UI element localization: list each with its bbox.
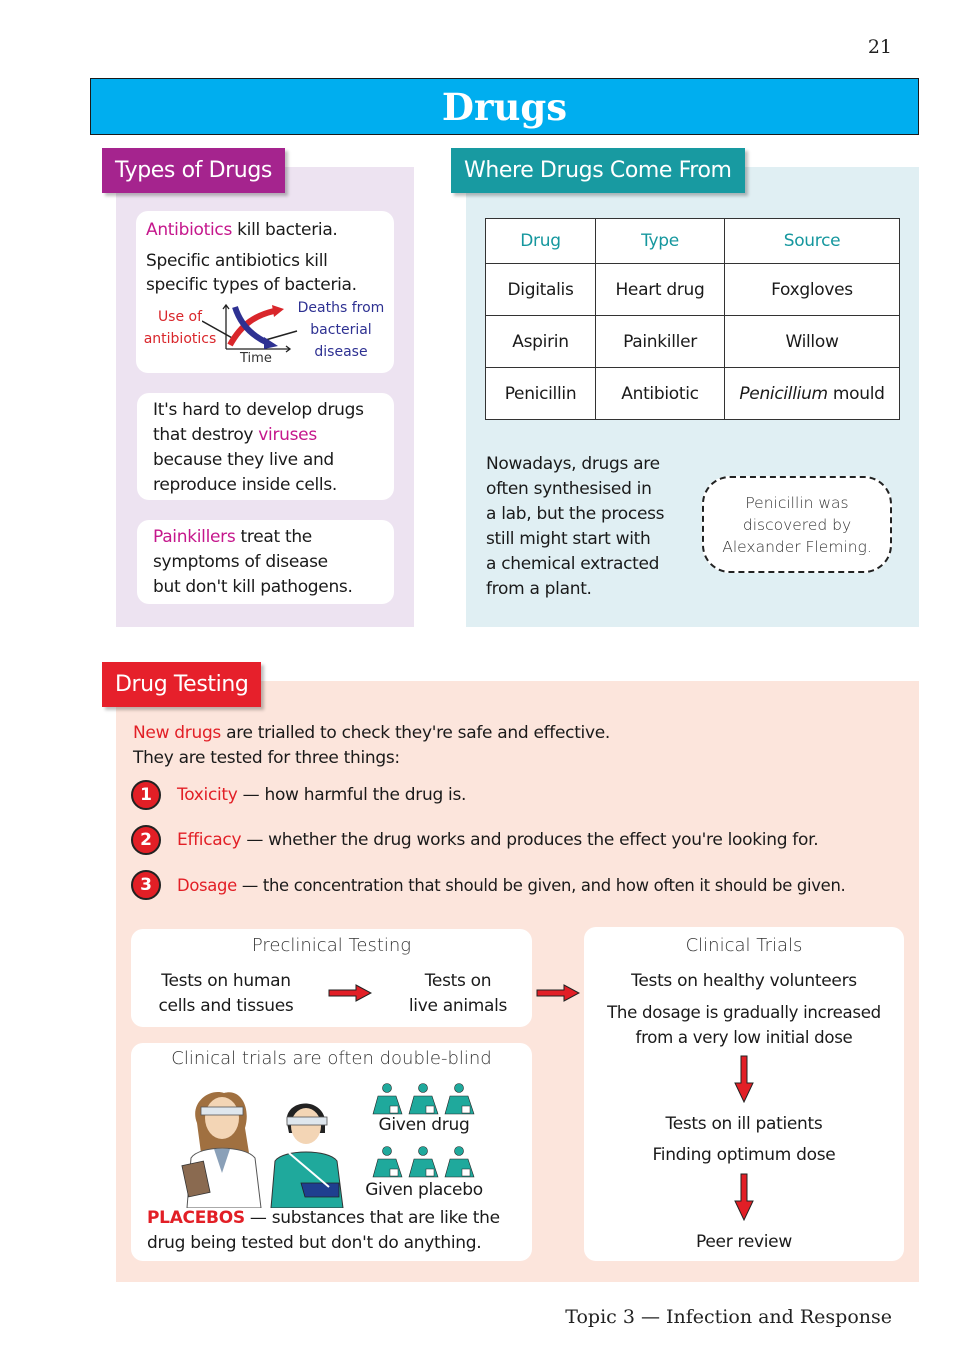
patient-figure: [271, 1104, 343, 1208]
placebos-term: PLACEBOS: [147, 1208, 245, 1228]
given-drug-label: Given drug: [378, 1115, 470, 1135]
mould-text: mould: [827, 383, 885, 404]
viruses-line2: that destroy: [153, 425, 259, 445]
viruses-line1: It's hard to develop drugs: [153, 400, 364, 420]
criteria-desc: — the concentration that should be given, and how often it should be given.: [236, 875, 846, 895]
section-heading-where-drugs-come-from: Where Drugs Come From: [451, 148, 745, 193]
section-heading-types-of-drugs: Types of Drugs: [102, 148, 285, 193]
criteria-item: [131, 825, 911, 855]
table-header-row: [486, 219, 900, 264]
step-line: The dosage is gradually increased: [607, 1003, 881, 1022]
antibiotics-line3: specific types of bacteria.: [146, 275, 357, 295]
page-number: 21: [867, 36, 892, 58]
drug-testing-intro: [133, 721, 610, 771]
viruses-line3: because they live and: [153, 450, 334, 470]
number-badge: 1: [131, 780, 161, 810]
criteria-item: [131, 870, 911, 900]
fact-line: Penicillin was: [745, 493, 849, 512]
criteria-term: Efficacy: [177, 829, 242, 850]
paragraph-line: still might start with: [486, 529, 651, 549]
clinical-trials-card: [584, 927, 904, 1261]
double-blind-title: Clinical trials are often double-blind: [171, 1048, 492, 1069]
viruses-card: [137, 393, 394, 500]
fleming-fact-box: [702, 476, 892, 573]
given-placebo-group: [361, 1146, 487, 1203]
paragraph-line: a lab, but the process: [486, 504, 665, 524]
criteria-term: Dosage: [177, 875, 237, 895]
clinical-step3: Peer review: [696, 1232, 792, 1252]
placebos-text: — substances that are like the: [244, 1208, 500, 1228]
graph-label-deaths3: disease: [314, 344, 368, 360]
table-cell: Penicillin: [486, 368, 596, 420]
drug-source-table-wrap: [485, 218, 900, 420]
intro-text: are trialled to check they're safe and effective.: [221, 723, 611, 743]
table-cell: Foxgloves: [725, 264, 900, 316]
fact-line: discovered by: [742, 515, 852, 534]
number-badge: 2: [131, 825, 161, 855]
antibiotics-line2: Specific antibiotics kill: [146, 251, 328, 271]
step-line: Finding optimum dose: [652, 1145, 836, 1165]
intro-line2: They are tested for three things:: [133, 748, 400, 768]
doctor-figure: [182, 1092, 261, 1208]
paragraph-line: Nowadays, drugs are: [486, 454, 660, 474]
table-cell: Painkiller: [596, 316, 725, 368]
step-line: Tests on ill patients: [665, 1114, 823, 1134]
painkillers-line3: but don't kill pathogens.: [153, 577, 353, 597]
preclinical-title: Preclinical Testing: [251, 935, 412, 956]
antibiotics-graph: [202, 303, 302, 355]
table-header-source: Source: [725, 219, 900, 264]
table-cell-penicillium: [725, 368, 900, 420]
preclinical-card: [131, 929, 532, 1027]
synthesis-paragraph: [486, 452, 664, 602]
viruses-term: viruses: [258, 425, 317, 445]
step-line: Tests on human: [161, 971, 291, 991]
page-title-bar: [90, 78, 919, 135]
paragraph-line: often synthesised in: [486, 479, 652, 499]
graph-label-use: Use of: [157, 309, 203, 325]
graph-label-deaths: Deaths from: [297, 300, 385, 316]
arrow-down-icon: [734, 1055, 754, 1103]
step-line: Tests on: [424, 971, 492, 991]
step-line: cells and tissues: [158, 996, 294, 1016]
arrow-down-icon: [734, 1173, 754, 1221]
antibiotics-card: [136, 211, 394, 373]
given-placebo-label: Given placebo: [365, 1180, 483, 1200]
fact-line: Alexander Fleming.: [722, 537, 872, 556]
step-line: live animals: [408, 996, 508, 1016]
criteria-desc: — whether the drug works and produces the effect you're looking for.: [241, 829, 819, 850]
paragraph-line: from a plant.: [486, 579, 592, 599]
blindfolded-people-illustration: [179, 1083, 359, 1208]
antibiotics-text: kill bacteria.: [232, 220, 338, 240]
footer-topic: Topic 3 — Infection and Response: [565, 1306, 892, 1328]
table-cell: Antibiotic: [596, 368, 725, 420]
testing-criteria-list: [131, 780, 911, 900]
given-drug-group: [369, 1083, 479, 1138]
patient-group-icon: [370, 1083, 478, 1115]
page-title: Drugs: [441, 84, 568, 129]
graph-label-use2: antibiotics: [143, 331, 217, 347]
viruses-line4: reproduce inside cells.: [153, 475, 338, 495]
criteria-item: [131, 780, 911, 810]
placebos-line2: drug being tested but don't do anything.: [147, 1233, 482, 1253]
patient-group-icon: [370, 1146, 478, 1178]
clinical-title: Clinical Trials: [685, 935, 803, 956]
table-header-type: Type: [596, 219, 725, 264]
painkillers-card: [137, 520, 394, 604]
table-header-drug: Drug: [486, 219, 596, 264]
antibiotics-term: Antibiotics: [146, 220, 232, 240]
graph-label-deaths2: bacterial: [310, 322, 372, 338]
penicillium-italic: Penicillium: [739, 383, 828, 404]
painkillers-line1: treat the: [235, 527, 312, 547]
drug-source-table: [485, 218, 900, 420]
table-cell: Digitalis: [486, 264, 596, 316]
criteria-desc: — how harmful the drug is.: [237, 784, 467, 805]
arrow-right-icon: [536, 984, 580, 1002]
table-cell: Heart drug: [596, 264, 725, 316]
table-row: [486, 368, 900, 420]
step-line: from a very low initial dose: [635, 1028, 853, 1047]
section-heading-drug-testing: Drug Testing: [102, 662, 261, 707]
clinical-step1: Tests on healthy volunteers: [631, 971, 857, 991]
painkillers-term: Painkillers: [153, 527, 236, 547]
table-cell: Willow: [725, 316, 900, 368]
table-row: [486, 316, 900, 368]
new-drugs-term: New drugs: [133, 723, 221, 743]
graph-x-label: Time: [240, 351, 272, 366]
painkillers-line2: symptoms of disease: [153, 552, 328, 572]
criteria-term: Toxicity: [177, 784, 238, 805]
double-blind-card: [131, 1043, 532, 1261]
table-cell: Aspirin: [486, 316, 596, 368]
arrow-right-icon: [328, 984, 372, 1002]
table-row: [486, 264, 900, 316]
paragraph-line: a chemical extracted: [486, 554, 660, 574]
number-badge: 3: [131, 870, 161, 900]
